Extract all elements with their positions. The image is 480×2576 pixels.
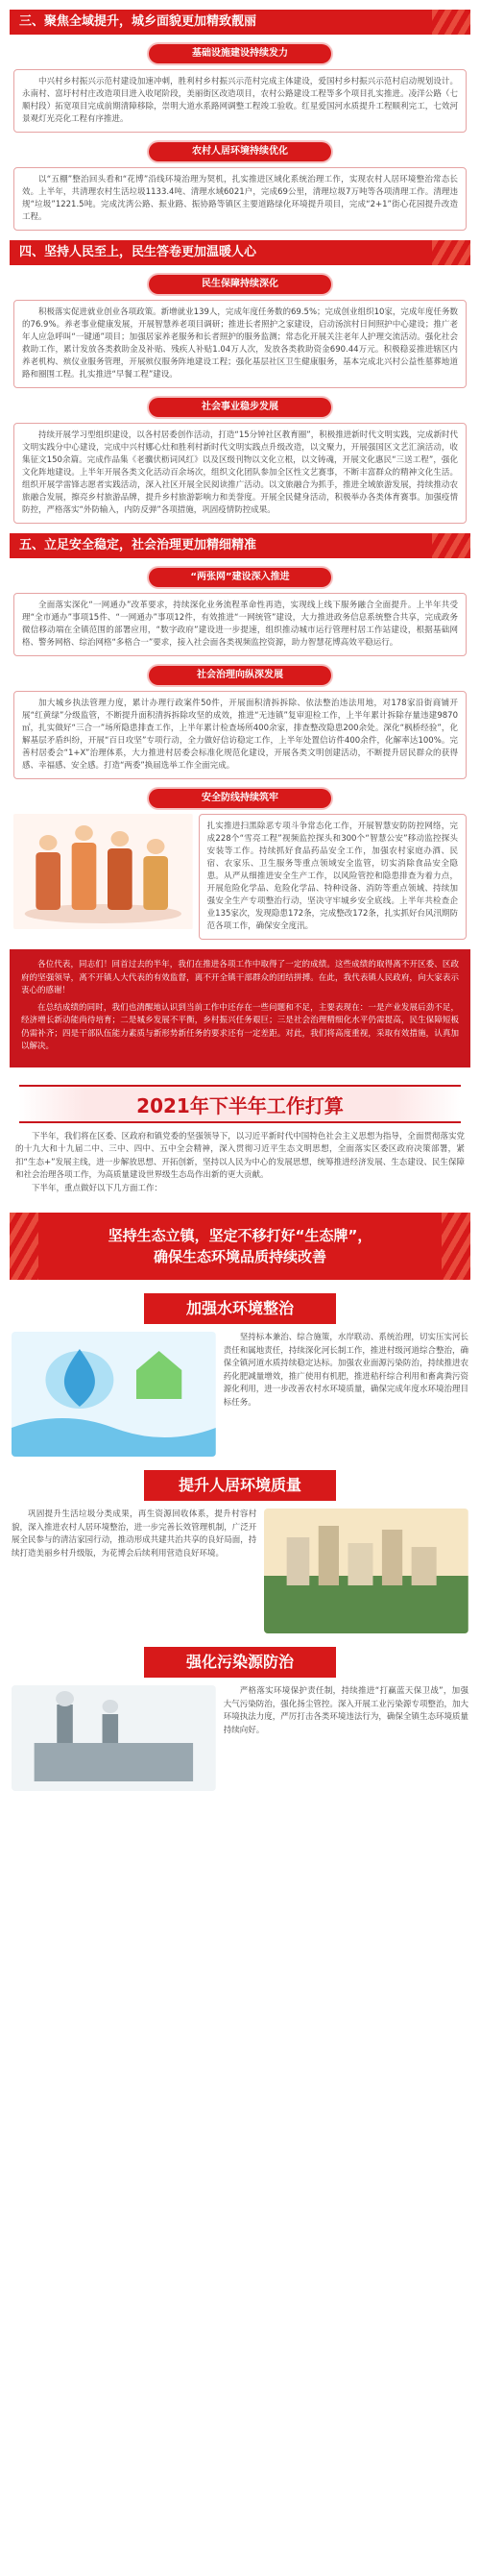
section4-sub1-text: 积极落实促进就业创业各项政策。新增就业139人，完成年度任务数的69.5%；完成创业组织10家，完成年度任务数的76.9%。养老事业健康发展，开展智慧养老项目调研；推进长者照护之家建设，启动汤滨村日间照护中心建设；推广老年人应急呼叫“一键通”项目；加强居家养老服务和长者照护的服务监测；常态化开展关注老年人护理交流活动。强化社会救助工作，累计发放各类救助金及补贴、残疾人补贴1.04万人次，发放各类救助资金690.44万元。积极稳妥推进辖区内养老机构、殡仪业服务管理，开展殡仪服务阵地建设工程；强化基层社区卫生健康服务，基本完成北兴村公益性墓葬地道路和圈围工程。扎实推进“早餐工程”建设。 <box>22 307 458 380</box>
section5-sub2-label: 社会治理向纵深发展 <box>149 666 331 685</box>
plan-title: 2021年下半年工作打算 <box>19 1085 461 1123</box>
section3-sub1-box <box>13 69 467 133</box>
living-text: 巩固提升生活垃圾分类成果，再生资源回收体系，提升村容村貌，深入推进农村人居环境整治，进一步完善长效管理机制，广泛开展全民参与的清洁家园行动，推动形成共建共治共享的良好局面，持续打造美丽乡村升级版，为花博会后续利用营造良好环境。 <box>12 1509 257 1558</box>
summary-p2: 在总结成绩的同时，我们也清醒地认识到当前工作中还存在一些问题和不足，主要表现在：一是产业发展后劲不足，经济增长新动能尚待培育；二是城乡发展不平衡，乡村振兴任务艰巨；三是社会治理精细化水平仍需提高，民生保障短板仍需补齐；四是干部队伍能力素质与新形势新任务的要求还有一定差距。对此，我们将高度重视，采取有效措施，认真加以解决。 <box>21 1002 459 1051</box>
section3-title: 三、聚焦全域提升，城乡面貌更加精致靓丽 <box>10 10 470 35</box>
pollution-text-block <box>224 1685 468 1737</box>
section3-sub2-box <box>13 167 467 231</box>
eco-banner-line2: 确保生态环境品质持续改善 <box>153 1248 326 1265</box>
section5-sub1-text: 全面落实深化“一网通办”改革要求，持续深化业务流程革命性再造，实现线上线下服务融合全面提升。上半年共受理“全市通办”事项15件、“一网通办”事项12件，有效推进“一网统管”建设，大力推进政务信息系统整合共享，完成政务微信移动端在全镇范围的部署应用，“数字政府”建设进一步提速，组织推动城市运行管理村居工作站建设，根据基础网格、警务网格、综治网格“多格合一”要求，接入社会面各类视频监控资源，助力智慧花博高效平稳运行。 <box>22 601 458 648</box>
pollution-title: 强化污染源防治 <box>144 1647 336 1678</box>
plan-p1: 下半年，我们将在区委、区政府和镇党委的坚强领导下，以习近平新时代中国特色社会主义思想为指导，全面贯彻落实党的十九大和十九届二中、三中、四中、五中全会精神，深入贯彻习近平生态文明思想，全面落实区委区政府决策部署，紧扣“生态+”发展主线，进一步解放思想、开拓创新，坚持以人民为中心的发展思想，统筹推进经济发展、生态建设、民生保障和社会治理各项工作，为高质量建设世界级生态岛作出新的更大贡献。 <box>15 1131 465 1180</box>
water-row <box>12 1332 468 1457</box>
eco-banner <box>10 1213 470 1280</box>
section5-sub3-label: 安全防线持续筑牢 <box>149 789 331 808</box>
section5-sub1-box <box>13 593 467 656</box>
section5-title: 五、立足安全稳定，社会治理更加精细精准 <box>10 533 470 558</box>
pollution-text: 严格落实环境保护责任制，持续推进“打赢蓝天保卫战”，加强大气污染防治，强化扬尘管控。深入开展工业污染源专项整治，加大环境执法力度，严厉打击各类环境违法行为，确保全镇生态环境质量持续向好。 <box>223 1686 468 1735</box>
section4-sub2-label: 社会事业稳步发展 <box>149 398 331 417</box>
summary-panel <box>10 949 470 1067</box>
section3-sub2-label: 农村人居环境持续优化 <box>149 142 331 161</box>
living-text-block <box>12 1509 256 1560</box>
plan-text <box>15 1131 465 1196</box>
water-text-block <box>224 1332 468 1410</box>
section4-sub1-box <box>13 300 467 388</box>
section5-sub2-box <box>13 691 467 779</box>
water-title: 加强水环境整治 <box>144 1293 336 1324</box>
living-row <box>12 1509 468 1633</box>
factory-illustration <box>12 1685 216 1791</box>
section5-sub1-label: “两张网”建设深入推进 <box>149 568 331 587</box>
safety-illustration <box>13 814 193 929</box>
section4-title: 四、坚持人民至上，民生答卷更加温暖人心 <box>10 240 470 265</box>
section4-sub2-text: 持续开展学习型组织建设，以各村居委创作活动，打造“15分钟社区教育圈”，积极推进新时代文明实践，完成新时代文明实践分中心建设，完成中兴村娜心灶和胜利村新时代文明实践点升级改造，以文聚力，开展强国区文艺汇演活动，收集征文150余篇。完成作品集《老骥伏枥词风红》以及区级刊物以文化立根，以文铸魂，开展文化惠民“三送工程”，强化文化阵地建设。上半年开展各类文化活动百余场次，组织文化团队参加全区性文艺赛事，不断丰富群众的精神文化生活。组织开展学雷锋志愿者实践活动，深入社区开展全民阅读推广活动。以文旅融合为抓手，推进全域旅游发展，持续推动农旅融合发展，擦亮乡村旅游品牌，提升乡村旅游影响力和美誉度。开展全民健身活动，积极举办各类体育赛事。加强疫情防控，严格落实“外防输入，内防反弹”各项措施，巩固疫情防控成果。 <box>22 430 458 515</box>
section3-sub1-text: 中兴村乡村振兴示范村建设加速冲刺，胜利村乡村振兴示范村完成主体建设，爱国村乡村振兴示范村启动规划设计。永南村、富圩村村庄改造项目进入收尾阶段，美丽街区改造项目，农村公路建设工程等多个项目扎实推进。凌洋公路（七顺村段）拓宽项目完成前期清障移除，崇明大道水系路网调整工程竣工验收。红星爱国河水质提升工程顺利完工，七效河景观灯光亮化工程有序推进。 <box>22 77 458 124</box>
section4-sub1-label: 民生保障持续深化 <box>149 275 331 294</box>
section4-sub2-box <box>13 423 467 524</box>
section5-sub2-text: 加大城乡执法管理力度，累计办理行政案件50件，开展面积清拆拆除、依法整治违法用地，对178家沿街商铺开展“红黄绿”分级监管，不断提升面积清拆拆除攻坚的成效，推进“无违镇”复审迎检工作，上半年累计拆除存量违建9870㎡，扎实做好“三合一”场所隐患排查工作，上半年累计检查场所400余家，排查整改隐患200余处。深化“枫桥经验”，化解基层矛盾纠纷，开展“百日攻坚”专项行动，全力做好信访稳定工作，上半年处置信访件400余件，化解率达100%。完善村居委会“1+X”治理体系，大力推进村居委会标准化规范化建设，开展各类文明创建活动，不断提升居民群众的获得感、幸福感、安全感。打造“两委”换届选举工作全面完成。 <box>22 699 458 771</box>
summary-p1: 各位代表，同志们！回首过去的半年，我们在推进各项工作中取得了一定的成绩。这些成绩的取得离不开区委、区政府的坚强领导，离不开镇人大代表的有效监督，离不开全镇干部群众的团结拼搏。在此，我代表镇人民政府，向大家表示衷心的感谢！ <box>21 960 459 995</box>
section3-sub1-label: 基础设施建设持续发力 <box>149 44 331 63</box>
section5-sub3-text: 扎实推进扫黑除恶专项斗争常态化工作，开展智慧安防防控网络，完成228个“雪亮工程”视频监控探头和300个“智慧公安”移动监控探头安装等工作。持续抓好食品药品安全工作，加强农村家庭办酒、民宿、农家乐、卫生服务等重点领域安全监管，切实消除食品安全隐患。从严从细推进安全生产工作，以风险管控和隐患排查为着力点，开展危险化学品、危险化学品、特种设备、消防等重点领域、持续加强安全生产专项整治行动，坚决守牢城乡安全底线。上半年共检查企业135家次，发现隐患172条，完成整改172条，扎实抓好台风汛期防范各项工作，确保安全度汛。 <box>199 814 467 940</box>
eco-banner-line1: 坚持生态立镇，坚定不移打好“生态牌”， <box>108 1227 372 1244</box>
section5-sub3-row <box>13 814 467 940</box>
section3-sub2-text: 以“五棚”整治回头看和“花博”沿线环境治理为契机，扎实推进区域化系统治理工作，实现农村人居环境整治常态长效。上半年，共清理农村生活垃圾1133.4吨、清理水域6021户，完成69公里，清理垃圾7万吨等各项清理工作。清理违规“垃圾”1221.5吨。完成沈湾公路、振业路、振协路等镇区主要道路绿化环境提升项目，完成“2+1”街心花园提升改造工程。 <box>22 175 458 222</box>
plan-p2: 下半年，重点做好以下几方面工作： <box>32 1183 163 1193</box>
city-illustration <box>264 1509 468 1633</box>
water-text: 坚持标本兼治、综合施策，水岸联动、系统治理，切实压实河长责任和属地责任，持续深化河长制工作，推进村级河道综合整治，确保全镇河道水质持续稳定达标。加强农业面源污染防治，持续推进农药化肥减量增效，推广使用有机肥，推进秸秆综合利用和畜禽粪污资源化利用，进一步改善农村水环境质量，确保完成年度水环境治理目标任务。 <box>223 1333 468 1408</box>
water-illustration <box>12 1332 216 1457</box>
living-title: 提升人居环境质量 <box>144 1470 336 1501</box>
pollution-row <box>12 1685 468 1791</box>
